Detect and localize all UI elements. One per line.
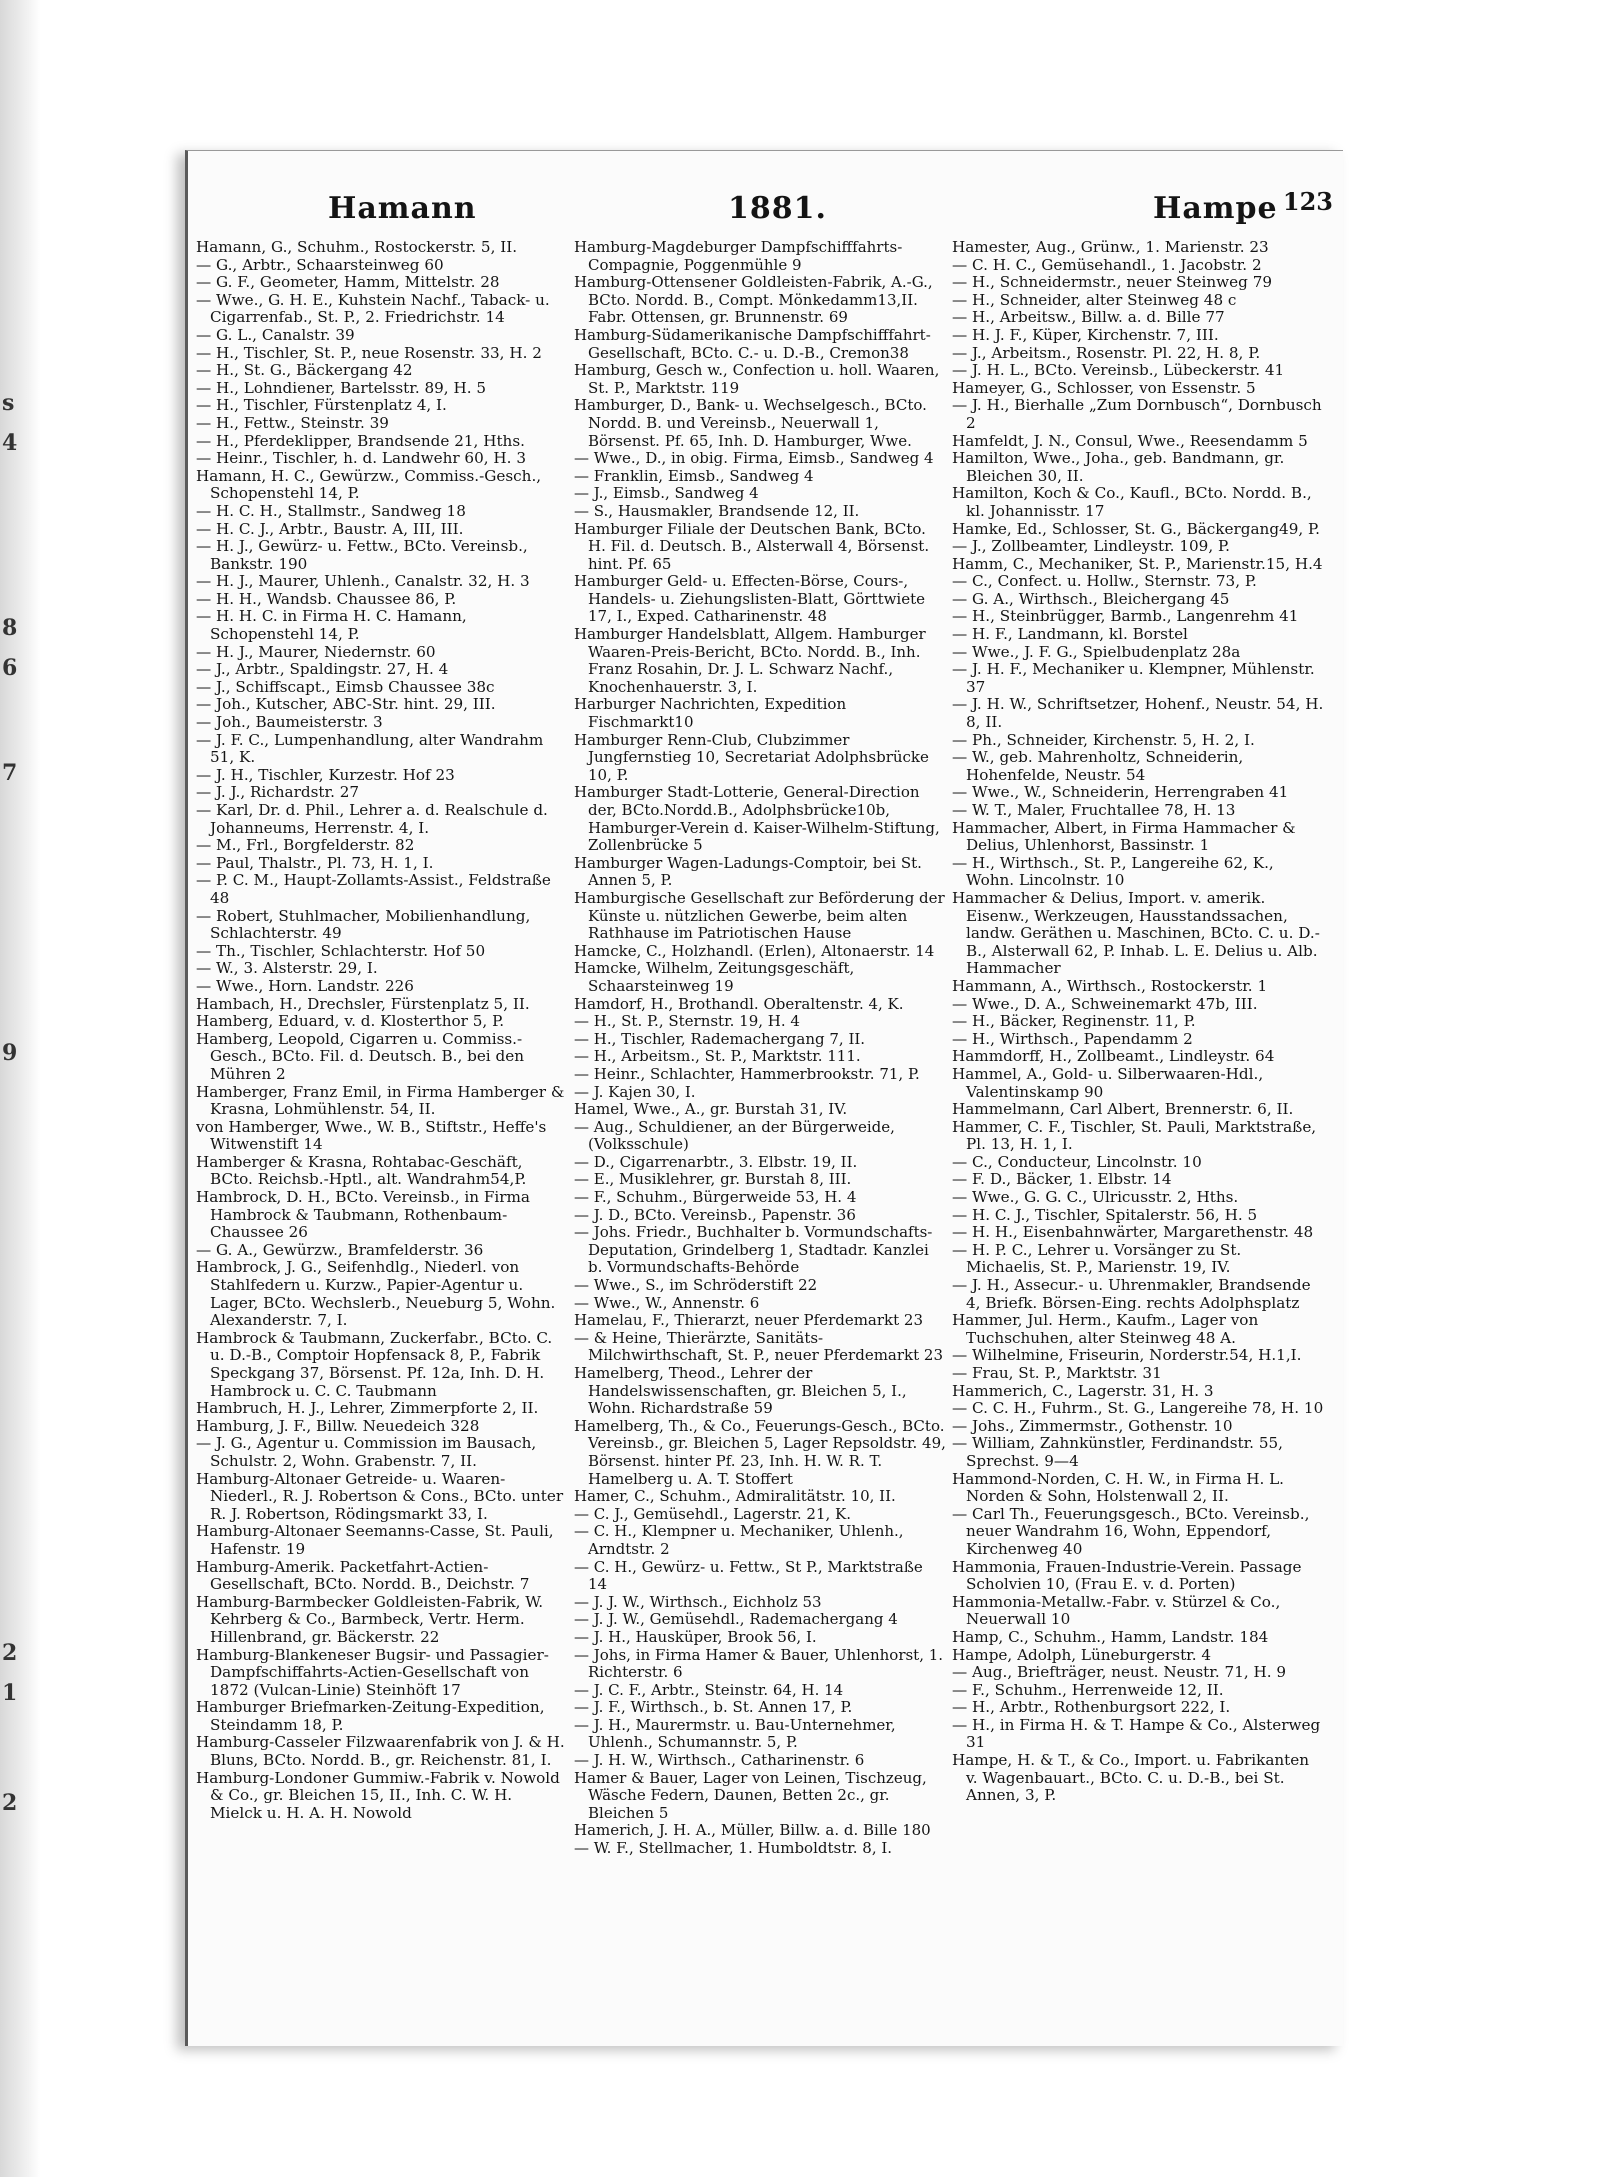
directory-entry: — J. J., Richardstr. 27 bbox=[196, 783, 360, 802]
directory-entry: Hammdorff, H., Zollbeamt., Lindleystr. 64 bbox=[952, 1047, 1275, 1066]
directory-entry: Hamburg-Südamerikanische Dampfschifffahrt-Gesellschaft, BCto. C.- u. D.-B., Cremon38 bbox=[574, 325, 931, 362]
directory-entry: — J. J. W., Gemüsehdl., Rademachergang 4 bbox=[574, 1610, 898, 1629]
directory-entry: Hamcke, C., Holzhandl. (Erlen), Altonaerstr. 14 bbox=[574, 941, 935, 960]
margin-fragment: 1 bbox=[2, 1680, 18, 1706]
directory-entry: — G. A., Gewürzw., Bramfelderstr. 36 bbox=[196, 1240, 484, 1259]
directory-entry: — Joh., Baumeisterstr. 3 bbox=[196, 713, 383, 732]
directory-entry: Hamberger & Krasna, Rohtabac-Geschäft, BCto. Reichsb.-Hptl., alt. Wandrahm54,P. bbox=[196, 1152, 527, 1189]
directory-entry: — Johs., Zimmermstr., Gothenstr. 10 bbox=[952, 1416, 1233, 1435]
directory-entry: Hamdorf, H., Brothandl. Oberaltenstr. 4, K. bbox=[574, 994, 904, 1013]
directory-entry: — Johs. Friedr., Buchhalter b. Vormundschafts-Deputation, Grindelberg 1, Stadtadr. Kanzlei b. Vormundschafts-Behörde bbox=[574, 1223, 933, 1277]
directory-entry: Hambrock & Taubmann, Zuckerfabr., BCto. C. u. D.-B., Comptoir Hopfensack 8, P., Fabrik Speckgang 37, Börsenst. Pf. 12a, Inh. D. H. Hambrock u. C. C. Taubmann bbox=[196, 1328, 553, 1400]
margin-fragment: 6 bbox=[2, 655, 18, 681]
directory-entry: — P. C. M., Haupt-Zollamts-Assist., Feldstraße 48 bbox=[196, 871, 551, 907]
directory-entry: — F., Schuhm., Herrenweide 12, II. bbox=[952, 1680, 1224, 1699]
left-page-edge bbox=[0, 0, 40, 2177]
directory-entry: Hammonia-Metallw.-Fabr. v. Stürzel & Co., Neuerwall 10 bbox=[952, 1592, 1281, 1629]
directory-entry: Hamburg, Gesch w., Confection u. holl. Waaren, St. P., Marktstr. 119 bbox=[574, 361, 940, 397]
directory-entry: Hammer, Jul. Herm., Kaufm., Lager von Tuchschuhen, alter Steinweg 48 A. bbox=[952, 1311, 1259, 1347]
directory-entry: — F., Schuhm., Bürgerweide 53, H. 4 bbox=[574, 1188, 857, 1207]
directory-entry: Hamburg-Ottensener Goldleisten-Fabrik, A.-G., BCto. Nordd. B., Compt. Mönkedamm13,II. Fabr. Ottensen, gr. Brunnenstr. 69 bbox=[574, 273, 933, 327]
directory-entry: — Wwe., S., im Schröderstift 22 bbox=[574, 1276, 818, 1295]
margin-fragment: 2 bbox=[2, 1790, 18, 1816]
directory-entry: — M., Frl., Borgfelderstr. 82 bbox=[196, 836, 415, 855]
directory-entry: Hamelau, F., Thierarzt, neuer Pferdemarkt 23 bbox=[574, 1311, 924, 1330]
directory-entry: Hamerich, J. H. A., Müller, Billw. a. d. Bille 180 bbox=[574, 1821, 931, 1840]
directory-entry: — J. H., Hausküper, Brook 56, I. bbox=[574, 1627, 817, 1646]
directory-entry: — H., Arbeitsm., St. P., Marktstr. 111. bbox=[574, 1047, 861, 1066]
directory-entry: — Karl, Dr. d. Phil., Lehrer a. d. Realschule d. Johanneums, Herrenstr. 4, I. bbox=[196, 801, 548, 837]
margin-fragment: 4 bbox=[2, 430, 18, 456]
directory-entry: — J. J. W., Wirthsch., Eichholz 53 bbox=[574, 1592, 822, 1611]
directory-entry: — H., St. G., Bäckergang 42 bbox=[196, 361, 413, 380]
directory-entry: Hamburg-Magdeburger Dampfschifffahrts-Compagnie, Poggenmühle 9 bbox=[574, 239, 903, 274]
directory-entry: Hamburg-Casseler Filzwaarenfabrik von J. & H. Bluns, BCto. Nordd. B., gr. Reichenstr. 81, I. bbox=[196, 1733, 565, 1770]
directory-entry: — G. L., Canalstr. 39 bbox=[196, 325, 355, 344]
directory-entry: — C. J., Gemüsehdl., Lagerstr. 21, K. bbox=[574, 1504, 852, 1523]
directory-entry: — G., Arbtr., Schaarsteinweg 60 bbox=[196, 255, 444, 274]
directory-entry: — Wwe., G. G. C., Ulricusstr. 2, Hths. bbox=[952, 1188, 1239, 1207]
directory-entry: — H. H., Wandsb. Chaussee 86, P. bbox=[196, 589, 457, 608]
directory-entry: Hambrock, D. H., BCto. Vereinsb., in Firma Hambrock & Taubmann, Rothenbaum-Chaussee 26 bbox=[196, 1188, 530, 1242]
directory-entry: — J., Arbeitsm., Rosenstr. Pl. 22, H. 8, P. bbox=[952, 343, 1261, 362]
directory-entry: — Wwe., J. F. G., Spielbudenplatz 28a bbox=[952, 642, 1241, 661]
directory-entry: Hamilton, Wwe., Joha., geb. Bandmann, gr. Bleichen 30, II. bbox=[952, 449, 1285, 485]
directory-entry: Hamberg, Eduard, v. d. Klosterthor 5, P. bbox=[196, 1012, 505, 1031]
directory-entry: Hamann, G., Schuhm., Rostockerstr. 5, II. bbox=[196, 239, 518, 256]
directory-entry: Hammann, A., Wirthsch., Rostockerstr. 1 bbox=[952, 976, 1268, 995]
directory-entry: von Hamberger, Wwe., W. B., Stiftstr., Heffe's Witwenstift 14 bbox=[196, 1117, 547, 1154]
directory-entry: — J. H., Tischler, Kurzestr. Hof 23 bbox=[196, 765, 455, 784]
directory-entry: — J. H. W., Schriftsetzer, Hohenf., Neustr. 54, H. 8, II. bbox=[952, 695, 1324, 732]
directory-entry: — Wilhelmine, Friseurin, Norderstr.54, H.1,I. bbox=[952, 1346, 1302, 1365]
margin-fragment: 8 bbox=[2, 615, 18, 641]
directory-entry: — H. H. C. in Firma H. C. Hamann, Schopenstehl 14, P. bbox=[196, 607, 467, 644]
directory-entry: Harburger Nachrichten, Expedition Fischmarkt10 bbox=[574, 695, 847, 732]
directory-entry: — Wwe., Horn. Landstr. 226 bbox=[196, 976, 414, 995]
directory-entry: Hammer, C. F., Tischler, St. Pauli, Marktstraße, Pl. 13, H. 1, I. bbox=[952, 1117, 1317, 1154]
directory-entry: — Carl Th., Feuerungsgesch., BCto. Vereinsb., neuer Wandrahm 16, Wohn, Eppendorf, Kirchenweg 40 bbox=[952, 1504, 1310, 1558]
directory-entry: — J., Eimsb., Sandweg 4 bbox=[574, 484, 759, 503]
directory-entry: — William, Zahnkünstler, Ferdinandstr. 55, Sprechst. 9—4 bbox=[952, 1434, 1283, 1470]
directory-entry: — H., Bäcker, Reginenstr. 11, P. bbox=[952, 1012, 1196, 1031]
directory-entry: Hammacher & Delius, Import. v. amerik. Eisenw., Werkzeugen, Hausstandssachen, landw. Geräthen u. Maschinen, BCto. C. u. D.-B., Alsterwall 62, P. Inhab. L. E. Delius u. Alb. Hammacher bbox=[952, 888, 1320, 978]
directory-entry: Hamfeldt, J. N., Consul, Wwe., Reesendamm 5 bbox=[952, 431, 1308, 450]
entry-columns bbox=[196, 239, 1336, 2029]
directory-entry: Hamp, C., Schuhm., Hamm, Landstr. 184 bbox=[952, 1627, 1269, 1646]
directory-entry: — H., Lohndiener, Bartelsstr. 89, H. 5 bbox=[196, 378, 487, 397]
directory-page bbox=[185, 150, 1343, 2046]
directory-entry: Hamelberg, Theod., Lehrer der Handelswissenschaften, gr. Bleichen 5, I., Wohn. Richardstraße 59 bbox=[574, 1364, 907, 1418]
directory-entry: Hampe, Adolph, Lüneburgerstr. 4 bbox=[952, 1645, 1212, 1664]
directory-entry: — H. C. J., Arbtr., Baustr. A, III, III. bbox=[196, 519, 464, 538]
directory-entry: — H. J., Gewürz- u. Fettw., BCto. Vereinsb., Bankstr. 190 bbox=[196, 537, 528, 573]
directory-entry: Hamburg-Altonaer Getreide- u. Waaren-Niederl., R. J. Robertson & Cons., BCto. unter R. J. Robertson, Rödingsmarkt 33, I. bbox=[196, 1469, 564, 1523]
margin-fragment: 7 bbox=[2, 760, 18, 786]
directory-entry: — C. H. C., Gemüsehandl., 1. Jacobstr. 2 bbox=[952, 255, 1262, 274]
directory-entry: — Wwe., D., in obig. Firma, Eimsb., Sandweg 4 bbox=[574, 449, 934, 468]
margin-fragment: s bbox=[2, 390, 15, 416]
directory-entry: Hamcke, Wilhelm, Zeitungsgeschäft, Schaarsteinweg 19 bbox=[574, 959, 855, 995]
directory-entry: — C. H., Klempner u. Mechaniker, Uhlenh., Arndtstr. 2 bbox=[574, 1522, 904, 1558]
directory-entry: — C. H., Gewürz- u. Fettw., St P., Marktstraße 14 bbox=[574, 1557, 923, 1594]
directory-entry: — H., Arbtr., Rothenburgsort 222, I. bbox=[952, 1698, 1231, 1717]
directory-entry: — Wwe., D. A., Schweinemarkt 47b, III. bbox=[952, 994, 1258, 1013]
directory-entry: — Aug., Schuldiener, an der Bürgerweide, (Volksschule) bbox=[574, 1117, 895, 1154]
directory-entry: Hambach, H., Drechsler, Fürstenplatz 5, II. bbox=[196, 994, 530, 1013]
directory-entry: Hammerich, C., Lagerstr. 31, H. 3 bbox=[952, 1381, 1214, 1400]
directory-entry: — H. P. C., Lehrer u. Vorsänger zu St. Michaelis, St. P., Marienstr. 19, IV. bbox=[952, 1240, 1242, 1277]
directory-entry: — W. T., Maler, Fruchtallee 78, H. 13 bbox=[952, 801, 1236, 819]
margin-fragment: 2 bbox=[2, 1640, 18, 1666]
directory-entry: — W. F., Stellmacher, 1. Humboldtstr. 8, I. bbox=[574, 1839, 893, 1858]
directory-entry: — Joh., Kutscher, ABC-Str. hint. 29, III. bbox=[196, 695, 496, 714]
header-year: 1881. bbox=[728, 191, 827, 226]
column-3 bbox=[952, 239, 1324, 2029]
directory-entry: Hamburger Geld- u. Effecten-Börse, Cours-, Handels- u. Ziehungslisten-Blatt, Görttwiete 17, I., Exped. Catharinenstr. 48 bbox=[574, 572, 926, 626]
directory-entry: Hammonia, Frauen-Industrie-Verein. Passage Scholvien 10, (Frau E. v. d. Porten) bbox=[952, 1557, 1302, 1594]
directory-entry: Hambrock, J. G., Seifenhdlg., Niederl. von Stahlfedern u. Kurzw., Papier-Agentur u. Lager, BCto. Wechslerb., Neueburg 5, Wohn. Alexanderstr. 7, I. bbox=[196, 1258, 556, 1330]
directory-entry: Hamann, H. C., Gewürzw., Commiss.-Gesch., Schopenstehl 14, P. bbox=[196, 466, 542, 503]
directory-entry: — J. C. F., Arbtr., Steinstr. 64, H. 14 bbox=[574, 1680, 844, 1699]
directory-entry: — W., 3. Alsterstr. 29, I. bbox=[196, 959, 378, 978]
directory-entry: Hamburgische Gesellschaft zur Beförderung der Künste u. nützlichen Gewerbe, beim alten Rathhause im Patriotischen Hause bbox=[574, 888, 945, 943]
header-right-keyword: Hampe bbox=[1153, 191, 1278, 226]
directory-entry: Hamburger Renn-Club, Clubzimmer Jungfernstieg 10, Secretariat Adolphsbrücke 10, P. bbox=[574, 730, 929, 784]
directory-entry: — H., Schneider, alter Steinweg 48 c bbox=[952, 290, 1237, 309]
directory-entry: — Wwe., W., Annenstr. 6 bbox=[574, 1293, 760, 1312]
directory-entry: — H., Wirthsch., St. P., Langereihe 62, K., Wohn. Lincolnstr. 10 bbox=[952, 853, 1274, 890]
directory-entry: — J. F. C., Lumpenhandlung, alter Wandrahm 51, K. bbox=[196, 730, 544, 767]
directory-entry: — & Heine, Thierärzte, Sanitäts-Milchwirthschaft, St. P., neuer Pferdemarkt 23 bbox=[574, 1328, 944, 1365]
directory-entry: — J. Kajen 30, I. bbox=[574, 1082, 696, 1101]
directory-entry: — Heinr., Tischler, h. d. Landwehr 60, H. 3 bbox=[196, 449, 526, 468]
directory-entry: — H., Arbeitsw., Billw. a. d. Bille 77 bbox=[952, 308, 1225, 327]
directory-entry: Hampe, H. & T., & Co., Import. u. Fabrikanten v. Wagenbauart., BCto. C. u. D.-B., bei St. Annen, 3, P. bbox=[952, 1751, 1310, 1805]
directory-entry: — H., Steinbrügger, Barmb., Langenrehm 41 bbox=[952, 607, 1299, 626]
directory-entry: Hamer & Bauer, Lager von Leinen, Tischzeug, Wäsche Federn, Daunen, Betten 2c., gr. Bleichen 5 bbox=[574, 1768, 927, 1822]
directory-entry: — Johs, in Firma Hamer & Bauer, Uhlenhorst, 1. Richterstr. 6 bbox=[574, 1645, 944, 1682]
directory-entry: — H., Tischler, Fürstenplatz 4, I. bbox=[196, 396, 447, 415]
directory-entry: — D., Cigarrenarbtr., 3. Elbstr. 19, II. bbox=[574, 1152, 858, 1171]
directory-entry: — J., Arbtr., Spaldingstr. 27, H. 4 bbox=[196, 660, 449, 679]
directory-entry: — H. J., Maurer, Uhlenh., Canalstr. 32, H. 3 bbox=[196, 572, 530, 591]
directory-entry: Hammel, A., Gold- u. Silberwaaren-Hdl., Valentinskamp 90 bbox=[952, 1064, 1264, 1101]
directory-entry: — H., in Firma H. & T. Hampe & Co., Alsterweg 31 bbox=[952, 1715, 1321, 1752]
directory-entry: — J. D., BCto. Vereinsb., Papenstr. 36 bbox=[574, 1205, 856, 1224]
margin-fragment: 9 bbox=[2, 1040, 18, 1066]
directory-entry: Hamel, Wwe., A., gr. Burstah 31, IV. bbox=[574, 1100, 848, 1119]
directory-entry: — H. J. F., Küper, Kirchenstr. 7, III. bbox=[952, 325, 1219, 344]
directory-entry: Hamer, C., Schuhm., Admiralitätstr. 10, II. bbox=[574, 1487, 896, 1506]
directory-entry: — Frau, St. P., Marktstr. 31 bbox=[952, 1364, 1162, 1382]
directory-entry: Hamke, Ed., Schlosser, St. G., Bäckergang49, P. bbox=[952, 519, 1320, 538]
directory-entry: — Th., Tischler, Schlachterstr. Hof 50 bbox=[196, 941, 486, 960]
directory-entry: — Ph., Schneider, Kirchenstr. 5, H. 2, I. bbox=[952, 730, 1255, 749]
directory-entry: Hamburger Briefmarken-Zeitung-Expedition, Steindamm 18, P. bbox=[196, 1698, 545, 1734]
directory-entry: — H., Schneidermstr., neuer Steinweg 79 bbox=[952, 273, 1273, 292]
directory-entry: — J. H. F., Mechaniker u. Klempner, Mühlenstr. 37 bbox=[952, 660, 1315, 696]
directory-entry: — E., Musiklehrer, gr. Burstah 8, III. bbox=[574, 1170, 852, 1189]
directory-entry: Hamburg-Barmbecker Goldleisten-Fabrik, W. Kehrberg & Co., Barmbeck, Vertr. Herm. Hillenbrand, gr. Bäckerstr. 22 bbox=[196, 1592, 544, 1646]
directory-entry: Hamburg-Altonaer Seemanns-Casse, St. Pauli, Hafenstr. 19 bbox=[196, 1522, 554, 1558]
directory-entry: — H., Tischler, Rademachergang 7, II. bbox=[574, 1029, 866, 1048]
directory-entry: — J. H., Maurermstr. u. Bau-Unternehmer, Uhlenh., Schumannstr. 5, P. bbox=[574, 1715, 896, 1752]
directory-entry: — Robert, Stuhlmacher, Mobilienhandlung, Schlachterstr. 49 bbox=[196, 906, 531, 943]
directory-entry: — H., St. P., Sternstr. 19, H. 4 bbox=[574, 1012, 800, 1031]
directory-entry: — H. F., Landmann, kl. Borstel bbox=[952, 625, 1188, 644]
directory-entry: Hamburger Stadt-Lotterie, General-Direction der, BCto.Nordd.B., Adolphsbrücke10b, Hamburger-Verein d. Kaiser-Wilhelm-Stiftung, Zollenbrücke 5 bbox=[574, 783, 940, 855]
directory-entry: Hamburger Filiale der Deutschen Bank, BCto. H. Fil. d. Deutsch. B., Alsterwall 4, Börsenst. hint. Pf. 65 bbox=[574, 519, 930, 573]
directory-entry: Hamburger Wagen-Ladungs-Comptoir, bei St. Annen 5, P. bbox=[574, 853, 922, 890]
header-left-keyword: Hamann bbox=[328, 191, 477, 226]
directory-entry: Hamilton, Koch & Co., Kaufl., BCto. Nordd. B., kl. Johannisstr. 17 bbox=[952, 484, 1312, 520]
directory-entry: Hamburg-Londoner Gummiw.-Fabrik v. Nowold & Co., gr. Bleichen 15, II., Inh. C. W. H. Mielck u. H. A. H. Nowold bbox=[196, 1768, 560, 1822]
directory-entry: Hamburger Handelsblatt, Allgem. Hamburger Waaren-Preis-Bericht, BCto. Nordd. B., Inh. Franz Rosahin, Dr. J. L. Schwarz Nachf., Knochenhauerstr. 3, I. bbox=[574, 625, 926, 696]
directory-entry: — H. C. H., Stallmstr., Sandweg 18 bbox=[196, 501, 466, 520]
directory-entry: — Franklin, Eimsb., Sandweg 4 bbox=[574, 466, 814, 485]
directory-entry: Hameyer, G., Schlosser, von Essenstr. 5 bbox=[952, 378, 1256, 397]
directory-entry: — J. H., Bierhalle „Zum Dornbusch“, Dornbusch 2 bbox=[952, 396, 1322, 432]
directory-entry: — Heinr., Schlachter, Hammerbrookstr. 71, P. bbox=[574, 1064, 920, 1083]
column-1 bbox=[196, 239, 568, 2029]
directory-entry: Hambruch, H. J., Lehrer, Zimmerpforte 2, II. bbox=[196, 1399, 539, 1418]
directory-entry: — Wwe., W., Schneiderin, Herrengraben 41 bbox=[952, 783, 1289, 802]
directory-entry: Hamm, C., Mechaniker, St. P., Marienstr.15, H.4 bbox=[952, 554, 1323, 573]
directory-entry: — S., Hausmakler, Brandsende 12, II. bbox=[574, 501, 860, 520]
directory-entry: — Paul, Thalstr., Pl. 73, H. 1, I. bbox=[196, 853, 434, 872]
directory-entry: Hamburg, J. F., Billw. Neuedeich 328 bbox=[196, 1416, 480, 1435]
directory-entry: — G. A., Wirthsch., Bleichergang 45 bbox=[952, 589, 1230, 608]
directory-entry: — J. H. W., Wirthsch., Catharinenstr. 6 bbox=[574, 1751, 865, 1770]
column-2 bbox=[574, 239, 946, 2029]
directory-entry: — J. F., Wirthsch., b. St. Annen 17, P. bbox=[574, 1698, 853, 1717]
directory-entry: Hamberger, Franz Emil, in Firma Hamberger & Krasna, Lohmühlenstr. 54, II. bbox=[196, 1082, 565, 1119]
directory-entry: — H., Pferdeklipper, Brandsende 21, Hths. bbox=[196, 431, 525, 450]
directory-entry: Hamberg, Leopold, Cigarren u. Commiss.-Gesch., BCto. Fil. d. Deutsch. B., bei den Mühren 2 bbox=[196, 1029, 524, 1083]
directory-entry: — Wwe., G. H. E., Kuhstein Nachf., Taback- u. Cigarrenfab., St. P., 2. Friedrichstr. 14 bbox=[196, 290, 550, 327]
directory-entry: — W., geb. Mahrenholtz, Schneiderin, Hohenfelde, Neustr. 54 bbox=[952, 748, 1244, 784]
directory-entry: Hamburg-Blankeneser Bugsir- und Passagier-Dampfschiffahrts-Actien-Gesellschaft von 1872 (Vulcan-Linie) Steinhöft 17 bbox=[196, 1645, 549, 1699]
directory-entry: Hammacher, Albert, in Firma Hammacher & Delius, Uhlenhorst, Bassinstr. 1 bbox=[952, 818, 1296, 855]
directory-entry: — Aug., Briefträger, neust. Neustr. 71, H. 9 bbox=[952, 1663, 1287, 1682]
directory-entry: — H., Tischler, St. P., neue Rosenstr. 33, H. 2 bbox=[196, 343, 542, 362]
directory-entry: — F. D., Bäcker, 1. Elbstr. 14 bbox=[952, 1170, 1172, 1189]
directory-entry: — J. H., Assecur.- u. Uhrenmakler, Brandsende 4, Briefk. Börsen-Eing. rechts Adolphsplatz bbox=[952, 1276, 1311, 1312]
directory-entry: — C. C. H., Fuhrm., St. G., Langereihe 78, H. 10 bbox=[952, 1399, 1324, 1418]
running-header bbox=[188, 191, 1343, 231]
directory-entry: — J. G., Agentur u. Commission im Bausach, Schulstr. 2, Wohn. Grabenstr. 7, II. bbox=[196, 1434, 537, 1470]
directory-entry: Hamester, Aug., Grünw., 1. Marienstr. 23 bbox=[952, 239, 1269, 256]
directory-entry: Hamburg-Amerik. Packetfahrt-Actien-Gesellschaft, BCto. Nordd. B., Deichstr. 7 bbox=[196, 1557, 530, 1594]
directory-entry: — J. H. L., BCto. Vereinsb., Lübeckerstr. 41 bbox=[952, 361, 1285, 380]
directory-entry: — G. F., Geometer, Hamm, Mittelstr. 28 bbox=[196, 273, 500, 292]
directory-entry: — J., Zollbeamter, Lindleystr. 109, P. bbox=[952, 537, 1230, 556]
directory-entry: — H. J., Maurer, Niedernstr. 60 bbox=[196, 642, 436, 661]
directory-entry: — H., Fettw., Steinstr. 39 bbox=[196, 413, 389, 432]
directory-entry: — H. H., Eisenbahnwärter, Margarethenstr. 48 bbox=[952, 1223, 1314, 1242]
directory-entry: Hammond-Norden, C. H. W., in Firma H. L. Norden & Sohn, Holstenwall 2, II. bbox=[952, 1469, 1285, 1506]
directory-entry: Hamburger, D., Bank- u. Wechselgesch., BCto. Nordd. B. und Vereinsb., Neuerwall 1, Börsenst. Pf. 65, Inh. D. Hamburger, Wwe. bbox=[574, 396, 927, 450]
directory-entry: — J., Schiffscapt., Eimsb Chaussee 38c bbox=[196, 677, 495, 696]
directory-entry: — H. C. J., Tischler, Spitalerstr. 56, H. 5 bbox=[952, 1205, 1258, 1224]
directory-entry: — H., Wirthsch., Papendamm 2 bbox=[952, 1029, 1193, 1048]
directory-entry: — C., Conducteur, Lincolnstr. 10 bbox=[952, 1152, 1202, 1171]
page-number: 123 bbox=[1282, 187, 1333, 216]
directory-entry: Hammelmann, Carl Albert, Brennerstr. 6, II. bbox=[952, 1100, 1294, 1119]
directory-entry: — C., Confect. u. Hollw., Sternstr. 73, P. bbox=[952, 572, 1257, 591]
directory-entry: Hamelberg, Th., & Co., Feuerungs-Gesch., BCto. Vereinsb., gr. Bleichen 5, Lager Repsoldstr. 49, Börsenst. hinter Pf. 23, Inh. H. W. R. T. Hamelberg u. A. T. Stoffert bbox=[574, 1416, 946, 1488]
